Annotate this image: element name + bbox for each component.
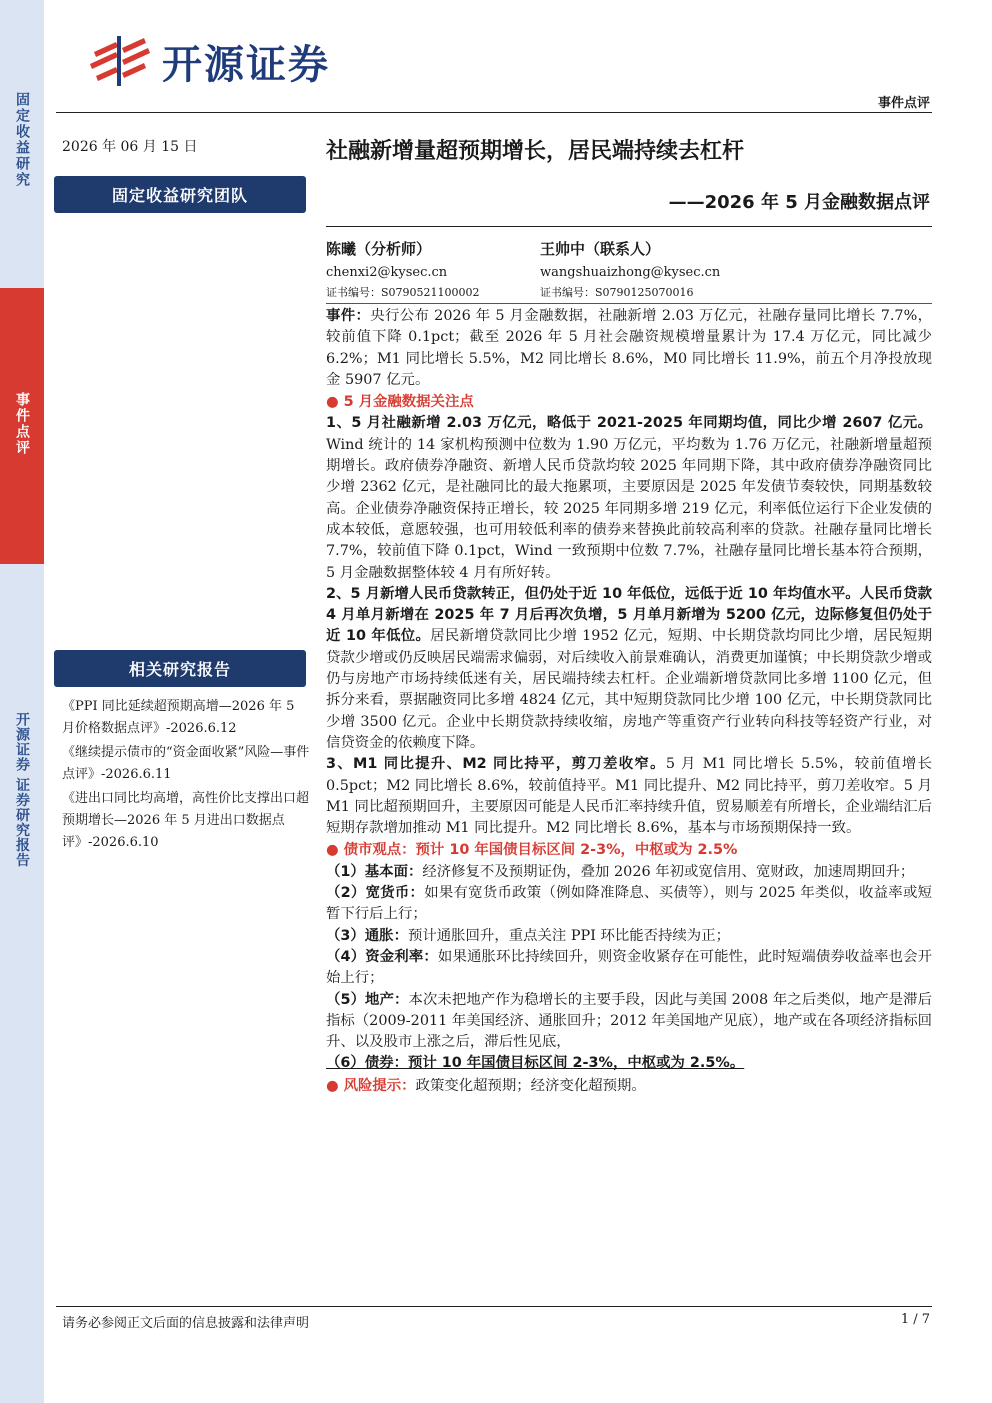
view-text: 预计通胀回升，重点关注 PPI 环比能否持续为正； (407, 927, 730, 944)
section-heading-text: 5 月金融数据关注点 (343, 394, 474, 411)
view-paragraph (326, 990, 932, 1054)
doc-type: 事件点评 (877, 96, 930, 111)
page-title: 社融新增量超预期增长，居民端持续去杠杆 (326, 139, 745, 164)
view-conclusion: （6）债券：预计 10 年国债目标区间 2-3%，中枢或为 2.5%。 (326, 1055, 745, 1072)
side-red-block (0, 288, 44, 564)
view-lead: （5）地产： (326, 991, 409, 1008)
risk-label: 风险提示： (343, 1077, 416, 1094)
view-text: 如果通胀环比持续回升，则资金收紧存在可能性，此时短端债券收益率也会开始上行； (326, 948, 932, 987)
side-label-bottom-wrap (0, 712, 44, 868)
author-card (326, 236, 480, 302)
page-number: 1 / 7 (900, 1312, 930, 1327)
point-text: 5 月 M1 同比增长 5.5%，较前值增长 0.5pct；M2 同比增长 8.6%，较前值持平。M1 同比提升、M2 同比持平，剪刀差收窄。5 月 M1 同比超预期回升，主要原因可能是人民币汇率持续升值，贸易顺差有所增长，企业端结汇后短期存款增加推动 M1 同比提升。M2 同比增长 8.6%，基本与市场预期保持一致。 (326, 756, 933, 837)
related-report-item[interactable]: 《继续提示债市的“资金面收紧”风险—事件点评》-2026.6.11 (62, 745, 310, 782)
side-label-bottom: 开源证券 证券研究报告 (14, 712, 30, 868)
author-cert: 证书编号：S0790125070016 (540, 286, 694, 299)
side-label-top: 固定收益研究 (14, 92, 30, 188)
view-paragraph (326, 947, 932, 990)
view-text: 经济修复不及预期证伪，叠加 2026 年初或宽信用、宽财政，加速周期回升； (422, 863, 915, 880)
view-paragraph (326, 1053, 932, 1074)
side-label-mid: 事件点评 (14, 392, 30, 456)
view-lead: （3）通胀： (326, 927, 408, 944)
event-label: 事件： (326, 308, 371, 324)
author-rule (326, 303, 932, 304)
event-text: 央行公布 2026 年 5 月金融数据，社融新增 2.03 万亿元，社融存量同比增长 7.7%，较前值下降 0.1pct；截至 2026 年 5 月社会融资规模增量累计为 17.4 万亿元，同比减少 6.2%；M1 同比增长 5.5%，M2 同比增长 8.6%，M0 同比增长 11.9%，前五个月净投放现金 5907 亿元。 (326, 308, 932, 388)
point-text: Wind 统计的 14 家机构预测中位数为 1.90 万亿元，平均数为 1.76 万亿元，社融新增量超预期增长。政府债券净融资、新增人民币贷款均较 2025 年同期下降，其中政府债券净融资同比少增 2362 亿元，是社融同比的最大拖累项，主要原因是 2025 年发债节奏较快，同期基数较高。企业债券净融资保持正增长，较 2025 年同期多增 219 亿元，利率低位运行下企业发债的成本较低，意愿较强，也可用较低利率的债券来替换此前较高利率的贷款。社融存量同比增长 7.7%，较前值下降 0.1pct，Wind 一致预期中位数 7.7%，社融存量同比增长基本符合预期，5 月金融数据整体较 4 月有所好转。 (326, 436, 932, 581)
view-paragraph (326, 883, 932, 926)
section-heading (326, 839, 932, 861)
related-report-item[interactable]: 《进出口同比均高增，高性价比支撑出口超预期增长—2026 年 5 月进出口数据点评》-2026.6.10 (62, 791, 310, 850)
point-lead: 2、5 月新增人民币贷款转正，但仍处于近 10 年低位，远低于近 10 年均值水平。人民币贷款 4 月单月新增在 2025 年 7 月后再次负增，5 月单月新增为 5200 亿元，边际修复但仍处于近 10 年低位。 (326, 585, 932, 645)
report-date: 2026 年 06 月 15 日 (62, 139, 198, 155)
author-email[interactable]: chenxi2@kysec.cn (326, 265, 448, 280)
author-card (540, 236, 720, 302)
author-name: 王帅中（联系人） (540, 240, 661, 258)
brand-logo-icon (86, 30, 154, 92)
authors (326, 236, 932, 302)
related-report-item[interactable]: 《PPI 同比延续超预期高增—2026 年 5 月价格数据点评》-2026.6.12 (62, 699, 295, 736)
view-text: 如果有宽货币政策（例如降准降息、买债等），则与 2025 年类似，收益率或短暂下行后上行； (326, 885, 933, 923)
brand-logo (86, 30, 330, 92)
bullet-icon: ● (326, 393, 344, 411)
author-cert: 证书编号：S0790521100002 (326, 286, 480, 299)
risk-paragraph (326, 1075, 932, 1097)
view-text: 本次未把地产作为稳增长的主要手段，因此与美国 2008 年之后类似，地产是滞后指标（2009-2011 年美国经济、通胀回升；2012 年美国地产见底），地产或在各项经济指标回升、以及股市上涨之后，滞后性见底， (326, 991, 933, 1051)
point-paragraph (326, 413, 932, 583)
header-rule (56, 112, 932, 113)
bullet-icon: ● (326, 841, 344, 859)
side-label-top-wrap (0, 92, 44, 188)
risk-text: 政策变化超预期；经济变化超预期。 (415, 1077, 646, 1094)
section-heading (326, 391, 932, 413)
view-paragraph (326, 862, 932, 883)
section-heading-text: 债市观点：预计 10 年国债目标区间 2-3%，中枢或为 2.5% (343, 842, 738, 859)
event-paragraph (326, 306, 932, 391)
point-paragraph (326, 754, 932, 839)
point-lead: 1、5 月社融新增 2.03 万亿元，略低于 2021-2025 年同期均值，同比少增 2607 亿元。 (326, 415, 932, 432)
view-lead: （1）基本面： (326, 863, 423, 880)
author-name: 陈曦（分析师） (326, 240, 432, 258)
view-paragraph (326, 926, 932, 947)
view-lead: （4）资金利率： (326, 948, 438, 965)
related-reports-list (62, 696, 310, 856)
point-lead: 3、M1 同比提升、M2 同比持平，剪刀差收窄。 (326, 756, 666, 773)
report-body (326, 306, 932, 1097)
page-subtitle: ——2026 年 5 月金融数据点评 (668, 192, 930, 213)
team-label: 固定收益研究团队 (54, 176, 306, 213)
related-reports-label: 相关研究报告 (54, 650, 306, 687)
point-text: 居民新增贷款同比少增 1952 亿元，短期、中长期贷款均同比少增，居民短期贷款少增或仍反映居民端需求偏弱，对后续收入前景难确认，消费更加谨慎；中长期贷款少增或仍与房地产市场持续低迷有关，居民端持续去杠杆。企业端新增贷款同比多增 1100 亿元，但拆分来看，票据融资同比多增 4824 亿元，其中短期贷款同比少增 100 亿元，中长期贷款同比少增 3500 亿元。企业中长期贷款持续收缩，房地产等重资产行业转向科技等轻资产行业，对信贷资金的依赖度下降。 (326, 628, 933, 751)
bullet-icon: ● (326, 1076, 344, 1094)
footer-rule (56, 1306, 932, 1307)
footer-disclaimer: 请务必参阅正文后面的信息披露和法律声明 (62, 1316, 310, 1331)
view-lead: （2）宽货币： (326, 885, 425, 902)
title-rule (326, 226, 932, 227)
brand-logo-text: 开源证券 (162, 41, 330, 88)
author-email[interactable]: wangshuaizhong@kysec.cn (540, 265, 721, 280)
side-strip (0, 0, 44, 1403)
point-paragraph (326, 584, 932, 754)
